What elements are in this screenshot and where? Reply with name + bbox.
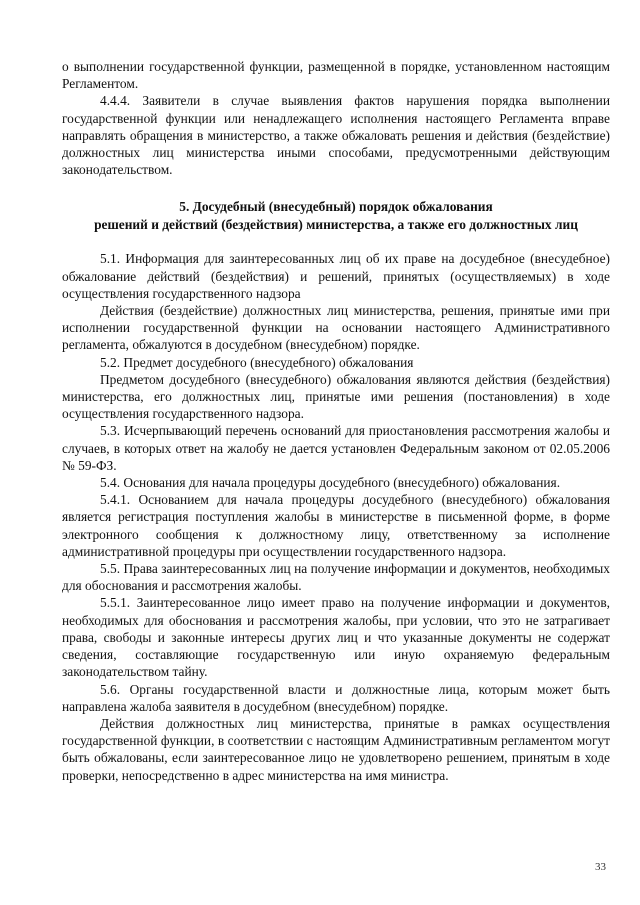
paragraph: 5.6. Органы государственной власти и должностные лица, которым может быть направлена жалоба заявителя в досудебном (внесудебном) порядке.	[62, 681, 610, 714]
section-heading	[62, 198, 610, 234]
section-heading-line: 5. Досудебный (внесудебный) порядок обжалования	[179, 199, 493, 215]
paragraph: 4.4.4. Заявители в случае выявления фактов нарушения порядка выполнении государственной функции или ненадлежащего исполнения настоящего Регламента вправе направлять обращения в министерство, а также обжаловать решения и действия (бездействие) должностных лиц министерства иными способами, предусмотренными действующим законодательством.	[62, 93, 610, 178]
paragraph: 5.2. Предмет досудебного (внесудебного) обжалования	[100, 354, 414, 370]
paragraph: Действия должностных лиц министерства, принятые в рамках осуществления государственной функции, в соответствии с настоящим Административным регламентом могут быть обжалованы, если заинтересованное лицо не удовлетворено решением, принятым в ходе проверки, непосредственно в адрес министерства на имя министра.	[62, 715, 610, 783]
paragraph: о выполнении государственной функции, размещенной в порядке, установленном настоящим Регламентом.	[62, 59, 610, 92]
document-page	[62, 58, 610, 784]
paragraph: Действия (бездействие) должностных лиц министерства, решения, принятые ими при исполнении государственной функции на основании настоящего Административного регламента, обжалуются в досудебном (внесудебном) порядке.	[62, 303, 610, 353]
paragraph: 5.5.1. Заинтересованное лицо имеет право на получение информации и документов, необходимых для обоснования и рассмотрения жалобы, при условии, что это не затрагивает права, свободы и законные интересы других лиц и что указанные документы не содержат сведения, составляющие государственную или иную охраняемую федеральным законодательством тайну.	[62, 595, 610, 680]
page-number: 33	[595, 861, 606, 873]
paragraph: Предметом досудебного (внесудебного) обжалования являются действия (бездействия) министерства, его должностных лиц, принятые ими решения (постановления) в ходе осуществления государственного надзора.	[62, 371, 610, 422]
paragraph: 5.3. Исчерпывающий перечень оснований для приостановления рассмотрения жалобы и случаев, в которых ответ на жалобу не дается установлен Федеральным законом от 02.05.2006 № 59-ФЗ.	[62, 423, 610, 473]
paragraph: 5.5. Права заинтересованных лиц на получение информации и документов, необходимых для обоснования и рассмотрения жалобы.	[62, 561, 610, 594]
section-heading-line: решений и действий (бездействия) министерства, а также его должностных лиц	[94, 217, 578, 233]
paragraph: 5.4.1. Основанием для начала процедуры досудебного (внесудебного) обжалования является регистрация поступления жалобы в министерстве в письменной форме, в форме электронного сообщения к должностному лицу, ответственному за исполнение административной процедуры при осуществлении государственного надзора.	[62, 492, 610, 559]
paragraph: 5.4. Основания для начала процедуры досудебного (внесудебного) обжалования.	[100, 475, 561, 491]
paragraph: 5.1. Информация для заинтересованных лиц об их праве на досудебное (внесудебное) обжалование действий (бездействия) и решений, принятых (осуществляемых) в ходе осуществления государственного надзора	[62, 251, 610, 301]
